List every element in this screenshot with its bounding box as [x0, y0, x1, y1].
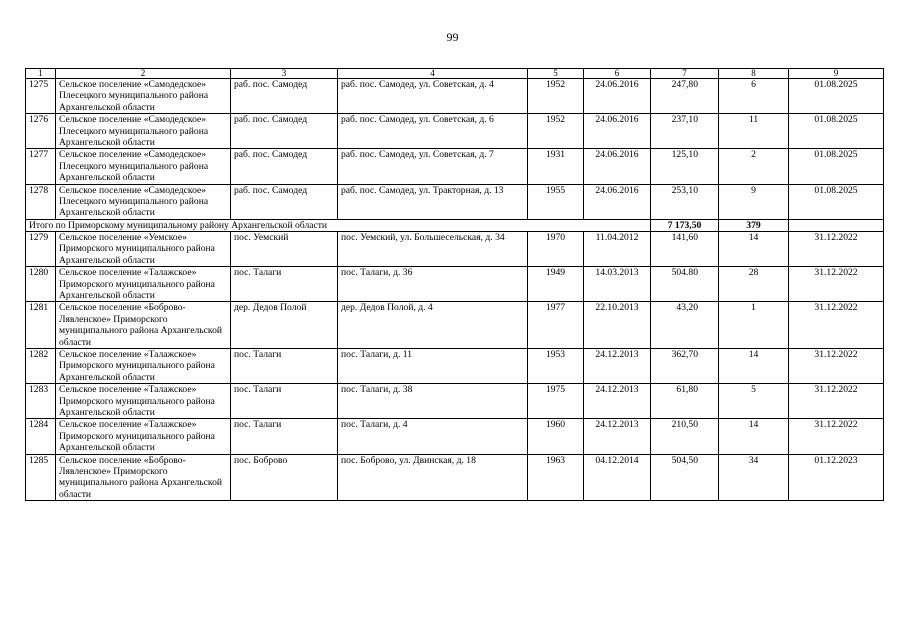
area-cell: 210,50 — [651, 419, 719, 454]
table-row — [26, 267, 884, 302]
residents-count-cell: 1 — [719, 302, 789, 349]
settlement-name-cell: Сельское поселение «Уемское» Приморского муниципального района Архангельской области — [56, 231, 231, 266]
column-number: 8 — [719, 69, 789, 79]
table-row — [26, 114, 884, 149]
locality-cell: пос. Уемский — [231, 231, 338, 266]
area-cell: 362,70 — [651, 348, 719, 383]
row-number-cell: 1278 — [26, 184, 56, 219]
recognition-date-cell: 24.06.2016 — [584, 114, 651, 149]
recognition-date-cell: 24.06.2016 — [584, 149, 651, 184]
relocation-deadline-cell: 31.12.2022 — [789, 384, 884, 419]
settlement-name-cell: Сельское поселение «Боброво-Лявленское» Приморского муниципального района Архангельской области — [56, 302, 231, 349]
page-number: 99 — [446, 30, 459, 44]
address-cell: пос. Талаги, д. 11 — [338, 348, 528, 383]
recognition-date-cell: 04.12.2014 — [584, 454, 651, 501]
year-built-cell: 1970 — [528, 231, 584, 266]
residents-count-cell: 2 — [719, 149, 789, 184]
table-row — [26, 231, 884, 266]
recognition-date-cell: 24.12.2013 — [584, 348, 651, 383]
residents-count-cell: 14 — [719, 348, 789, 383]
row-number-cell: 1276 — [26, 114, 56, 149]
table-row — [26, 184, 884, 219]
address-cell: раб. пос. Самодед, ул. Советская, д. 6 — [338, 114, 528, 149]
area-cell: 247,80 — [651, 79, 719, 114]
table-row — [26, 384, 884, 419]
district-total-row — [26, 219, 884, 231]
row-number-cell: 1281 — [26, 302, 56, 349]
year-built-cell: 1952 — [528, 79, 584, 114]
area-cell: 504,50 — [651, 454, 719, 501]
table-row — [26, 419, 884, 454]
locality-cell: пос. Талаги — [231, 267, 338, 302]
settlement-name-cell: Сельское поселение «Самодедское» Плесецкого муниципального района Архангельской области — [56, 114, 231, 149]
residents-count-cell: 14 — [719, 231, 789, 266]
table-row — [26, 454, 884, 501]
settlement-name-cell: Сельское поселение «Самодедское» Плесецкого муниципального района Архангельской области — [56, 79, 231, 114]
locality-cell: раб. пос. Самодед — [231, 149, 338, 184]
area-cell: 43,20 — [651, 302, 719, 349]
column-number: 3 — [231, 69, 338, 79]
locality-cell: пос. Талаги — [231, 384, 338, 419]
settlement-name-cell: Сельское поселение «Боброво-Лявленское» Приморского муниципального района Архангельской области — [56, 454, 231, 501]
relocation-deadline-cell: 31.12.2022 — [789, 302, 884, 349]
row-number-cell: 1277 — [26, 149, 56, 184]
column-number: 5 — [528, 69, 584, 79]
row-number-cell: 1285 — [26, 454, 56, 501]
address-cell: пос. Талаги, д. 38 — [338, 384, 528, 419]
address-cell: пос. Боброво, ул. Двинская, д. 18 — [338, 454, 528, 501]
year-built-cell: 1955 — [528, 184, 584, 219]
recognition-date-cell: 22.10.2013 — [584, 302, 651, 349]
relocation-deadline-cell: 01.08.2025 — [789, 114, 884, 149]
recognition-date-cell: 24.12.2013 — [584, 419, 651, 454]
column-number: 9 — [789, 69, 884, 79]
residents-count-cell: 14 — [719, 419, 789, 454]
row-number-cell: 1282 — [26, 348, 56, 383]
total-empty-cell — [789, 219, 884, 231]
year-built-cell: 1977 — [528, 302, 584, 349]
settlement-name-cell: Сельское поселение «Самодедское» Плесецкого муниципального района Архангельской области — [56, 184, 231, 219]
address-cell: раб. пос. Самодед, ул. Советская, д. 4 — [338, 79, 528, 114]
residents-count-cell: 28 — [719, 267, 789, 302]
address-cell: раб. пос. Самодед, ул. Тракторная, д. 13 — [338, 184, 528, 219]
table-row — [26, 79, 884, 114]
settlement-name-cell: Сельское поселение «Талажское» Приморского муниципального района Архангельской области — [56, 384, 231, 419]
settlement-name-cell: Сельское поселение «Самодедское» Плесецкого муниципального района Архангельской области — [56, 149, 231, 184]
settlement-name-cell: Сельское поселение «Талажское» Приморского муниципального района Архангельской области — [56, 348, 231, 383]
residents-count-cell: 6 — [719, 79, 789, 114]
locality-cell: дер. Дедов Полой — [231, 302, 338, 349]
row-number-cell: 1283 — [26, 384, 56, 419]
area-cell: 61,80 — [651, 384, 719, 419]
recognition-date-cell: 14.03.2013 — [584, 267, 651, 302]
row-number-cell: 1284 — [26, 419, 56, 454]
year-built-cell: 1949 — [528, 267, 584, 302]
relocation-deadline-cell: 01.08.2025 — [789, 79, 884, 114]
year-built-cell: 1931 — [528, 149, 584, 184]
housing-registry-table — [25, 68, 884, 501]
column-number: 6 — [584, 69, 651, 79]
address-cell: пос. Талаги, д. 36 — [338, 267, 528, 302]
recognition-date-cell: 24.06.2016 — [584, 79, 651, 114]
column-number: 1 — [26, 69, 56, 79]
year-built-cell: 1963 — [528, 454, 584, 501]
locality-cell: пос. Боброво — [231, 454, 338, 501]
relocation-deadline-cell: 31.12.2022 — [789, 348, 884, 383]
column-number: 2 — [56, 69, 231, 79]
locality-cell: раб. пос. Самодед — [231, 184, 338, 219]
relocation-deadline-cell: 31.12.2022 — [789, 231, 884, 266]
locality-cell: раб. пос. Самодед — [231, 114, 338, 149]
total-area: 7 173,50 — [651, 219, 719, 231]
table-row — [26, 348, 884, 383]
table-row — [26, 149, 884, 184]
year-built-cell: 1953 — [528, 348, 584, 383]
residents-count-cell: 5 — [719, 384, 789, 419]
recognition-date-cell: 24.06.2016 — [584, 184, 651, 219]
locality-cell: пос. Талаги — [231, 348, 338, 383]
year-built-cell: 1952 — [528, 114, 584, 149]
residents-count-cell: 11 — [719, 114, 789, 149]
total-label: Итого по Приморскому муниципальному району Архангельской области — [26, 219, 651, 231]
area-cell: 125,10 — [651, 149, 719, 184]
recognition-date-cell: 24.12.2013 — [584, 384, 651, 419]
year-built-cell: 1975 — [528, 384, 584, 419]
address-cell: дер. Дедов Полой, д. 4 — [338, 302, 528, 349]
column-number: 4 — [338, 69, 528, 79]
total-residents: 379 — [719, 219, 789, 231]
residents-count-cell: 9 — [719, 184, 789, 219]
relocation-deadline-cell: 01.08.2025 — [789, 149, 884, 184]
locality-cell: раб. пос. Самодед — [231, 79, 338, 114]
locality-cell: пос. Талаги — [231, 419, 338, 454]
row-number-cell: 1280 — [26, 267, 56, 302]
area-cell: 141,60 — [651, 231, 719, 266]
address-cell: пос. Талаги, д. 4 — [338, 419, 528, 454]
relocation-deadline-cell: 31.12.2022 — [789, 267, 884, 302]
row-number-cell: 1279 — [26, 231, 56, 266]
settlement-name-cell: Сельское поселение «Талажское» Приморского муниципального района Архангельской области — [56, 267, 231, 302]
relocation-deadline-cell: 31.12.2022 — [789, 419, 884, 454]
table-row — [26, 302, 884, 349]
address-cell: раб. пос. Самодед, ул. Советская, д. 7 — [338, 149, 528, 184]
column-number-row — [26, 69, 884, 79]
column-number: 7 — [651, 69, 719, 79]
settlement-name-cell: Сельское поселение «Талажское» Приморского муниципального района Архангельской области — [56, 419, 231, 454]
area-cell: 253,10 — [651, 184, 719, 219]
row-number-cell: 1275 — [26, 79, 56, 114]
area-cell: 504.80 — [651, 267, 719, 302]
relocation-deadline-cell: 01.12.2023 — [789, 454, 884, 501]
address-cell: пос. Уемский, ул. Большесельская, д. 34 — [338, 231, 528, 266]
residents-count-cell: 34 — [719, 454, 789, 501]
recognition-date-cell: 11.04.2012 — [584, 231, 651, 266]
year-built-cell: 1960 — [528, 419, 584, 454]
relocation-deadline-cell: 01.08.2025 — [789, 184, 884, 219]
area-cell: 237,10 — [651, 114, 719, 149]
